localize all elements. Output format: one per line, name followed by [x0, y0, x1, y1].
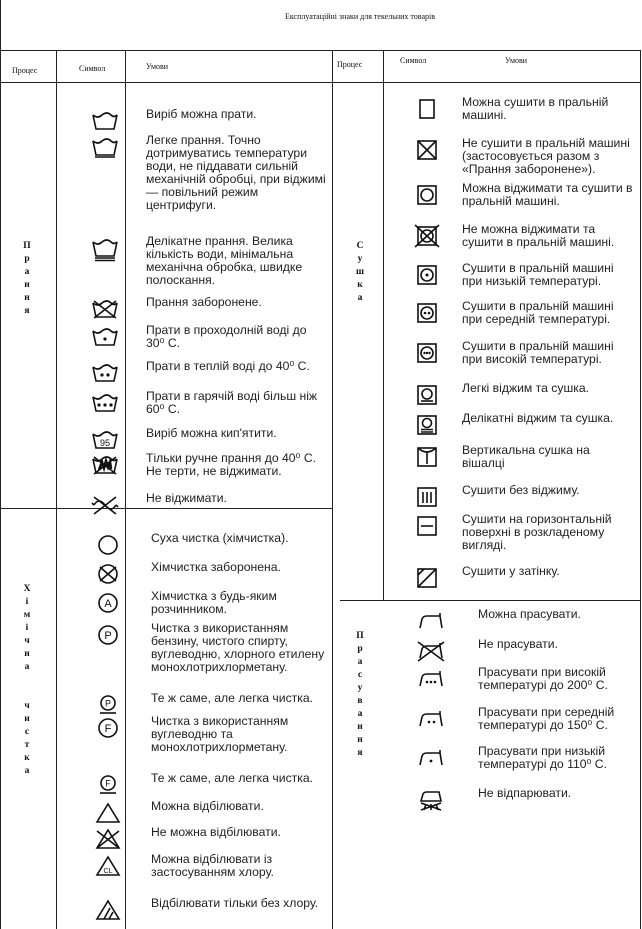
wash-tub-gentle-icon [90, 136, 120, 158]
page-title: Експлуатаційні знаки для текельних товарів [284, 12, 436, 21]
process-letter: і [25, 597, 29, 607]
circle-crossed-icon [93, 563, 123, 585]
process-letter: р [24, 254, 30, 264]
circle-p-gentle-icon [93, 694, 123, 716]
symbol-description: Прасувати при середній температурі до 150⁰ С. [478, 705, 615, 732]
symbol-description: Не можна відбілювати. [151, 825, 281, 839]
process-letter: р [357, 644, 363, 654]
process-letter: с [357, 670, 363, 680]
circle-f-icon [93, 717, 123, 739]
symbol-description: Легкі віджим та сушка. [462, 381, 590, 395]
process-letter: в [357, 696, 363, 706]
symbol-description: Не віджимати. [146, 491, 227, 505]
process-drying [353, 240, 367, 305]
svg-text:A: A [104, 598, 112, 610]
header-conditions: Умови [146, 62, 169, 71]
process-letter: т [24, 740, 30, 750]
process-letter: я [24, 306, 30, 316]
svg-text:95: 95 [99, 438, 111, 448]
symbol-description: Хімчистка з будь-яким розчинником. [151, 589, 277, 616]
square-crossed-icon [412, 139, 442, 161]
process-letter: у [357, 683, 363, 693]
process-letter [20, 674, 34, 687]
iron-three-dots-icon [416, 668, 446, 690]
process-letter: н [357, 722, 363, 732]
process-letter: к [357, 280, 363, 290]
drip-dry-icon [412, 486, 442, 508]
iron-two-dots-icon [416, 708, 446, 730]
symbol-description: Прасувати при низькій температурі до 110⁰ С. [478, 744, 607, 771]
hand-wash-icon [90, 454, 120, 476]
square-icon [412, 98, 442, 120]
tumble-dry-high-icon [412, 342, 442, 364]
svg-text:P: P [104, 630, 112, 642]
header-top-line [0, 50, 641, 51]
symbol-description: Хімчистка заборонена. [151, 560, 281, 574]
header-symbol: Символ [400, 56, 427, 65]
process-letter: ч [24, 701, 30, 711]
process-letter: с [24, 727, 30, 737]
table-border-right [640, 50, 641, 929]
symbol-description: Прати в гарячій воді більш ніж 60⁰ С. [146, 389, 318, 416]
symbol-description: Виріб можна прати. [146, 107, 257, 121]
symbol-description: Сушити в пральній машині при високій температурі. [462, 339, 614, 366]
wash-tub-delicate-icon [90, 237, 120, 259]
symbol-description: Виріб можна кип'ятити. [146, 426, 277, 440]
symbol-description: Можна відбілювати із застосуванням хлору. [151, 852, 274, 879]
circle-f-gentle-icon [93, 774, 123, 796]
iron-crossed-icon [416, 640, 446, 662]
symbol-description: Вертикальна сушка на вішалці [462, 443, 590, 470]
symbol-description: Не відпарювати. [478, 786, 572, 800]
process-letter: і [25, 623, 29, 633]
svg-text:F: F [105, 778, 111, 789]
circle-p-icon [93, 624, 123, 646]
process-letter: П [23, 241, 31, 251]
no-steam-icon [416, 789, 446, 811]
triangle-icon [93, 802, 123, 824]
symbol-description: Сушити в пральній машині при низькій температурі. [462, 261, 614, 288]
table-border-left [0, 0, 1, 929]
col-divider [125, 50, 126, 929]
tumble-dry-delicate-icon [412, 414, 442, 436]
col-divider [56, 50, 57, 929]
wash-tub-two-dots-icon [90, 362, 120, 384]
tumble-dry-low-icon [412, 264, 442, 286]
tumble-dry-crossed-icon [412, 225, 442, 247]
triangle-cl-icon [93, 855, 123, 877]
iron-one-dot-icon [416, 747, 446, 769]
triangle-crossed-icon [93, 828, 123, 850]
process-drycleaning [20, 583, 34, 778]
process-letter: ш [355, 267, 365, 277]
symbol-description: Сушити в пральній машині при середній температурі. [462, 299, 614, 326]
col-divider [383, 50, 384, 600]
symbol-description: Не прасувати. [478, 637, 558, 651]
symbol-description: Прати в проходолній воді до 30⁰ С. [146, 323, 307, 350]
header-symbol: Символ [79, 64, 106, 73]
symbol-description: Легке прання. Точно дотримуватись температури води, не піддавати сильній механічній обробці, при віджимі — повільний режим центрифуги. [146, 133, 326, 212]
symbol-description: Відбілювати тільки без хлору. [151, 896, 319, 910]
header-process: Процес [12, 66, 38, 75]
wash-tub-three-dots-icon [90, 392, 120, 414]
process-letter: н [24, 649, 30, 659]
process-letter: Х [23, 584, 31, 594]
line-dry-icon [412, 446, 442, 468]
svg-text:P: P [104, 698, 112, 709]
flat-dry-icon [412, 515, 442, 537]
symbol-description: Делікатне прання. Велика кількість води, мінімальна механічна обробка, швидке полоскання. [146, 234, 303, 287]
symbol-description: Не сушити в пральній машині (застосовується разом з «Прання заборонене»). [462, 136, 630, 176]
no-wring-icon [90, 494, 120, 516]
process-ironing [353, 630, 367, 760]
symbol-description: Чистка з використанням вуглеводню та монохлотрихлорметану. [151, 714, 289, 754]
process-letter: ч [24, 636, 30, 646]
tumble-dry-medium-icon [412, 302, 442, 324]
process-letter: м [23, 610, 31, 620]
wash-tub-95-icon [90, 429, 120, 451]
process-letter: а [357, 293, 363, 303]
symbol-description: Суха чистка (хімчистка). [151, 531, 289, 545]
header-bottom-line [0, 82, 641, 83]
symbol-description: Делікатні віджим та сушка. [462, 411, 614, 425]
section-divider [0, 508, 332, 509]
symbol-description: Не можна віджимати та сушити в пральній машині. [462, 222, 615, 249]
triangle-hatched-icon [93, 899, 123, 921]
symbol-description: Сушити у затінку. [462, 564, 560, 578]
process-letter: а [357, 709, 363, 719]
process-letter: н [357, 735, 363, 745]
process-letter: н [24, 280, 30, 290]
symbol-description: Прати в теплій воді до 40⁰ С. [146, 359, 310, 373]
symbol-description: Сушити без віджиму. [462, 483, 580, 497]
header-process: Процес [337, 60, 363, 69]
symbol-description: Те ж саме, але легка чистка. [151, 691, 314, 705]
shade-dry-icon [412, 567, 442, 589]
process-washing [20, 240, 34, 318]
process-letter: н [24, 293, 30, 303]
section-divider [340, 600, 641, 601]
header-conditions: Умови [505, 56, 528, 65]
process-letter: я [357, 748, 363, 758]
circle-icon [93, 534, 123, 556]
process-letter: к [24, 753, 30, 763]
process-letter [20, 687, 34, 700]
process-letter: и [24, 714, 30, 724]
symbol-description: Тільки ручне прання до 40⁰ С. Не терти, не віджимати. [146, 451, 317, 478]
process-letter: у [357, 254, 363, 264]
tumble-dry-icon [412, 184, 442, 206]
symbol-description: Можна відбілювати. [151, 799, 264, 813]
symbol-description: Можна віджимати та сушити в пральній машині. [462, 181, 633, 208]
svg-text:CL: CL [103, 868, 113, 875]
circle-a-icon [93, 592, 123, 614]
symbol-description: Сушити на горизонтальній поверхні в розкладеному вигляді. [462, 512, 612, 552]
symbol-description: Прасувати при високій температурі до 200⁰ С. [478, 665, 608, 692]
process-letter: а [24, 267, 30, 277]
wash-tub-icon [90, 110, 120, 132]
symbol-description: Можна сушити в пральній машині. [462, 95, 609, 122]
iron-icon [416, 610, 446, 632]
wash-tub-crossed-icon [90, 298, 120, 320]
process-letter: С [356, 241, 364, 251]
process-letter: П [356, 631, 364, 641]
symbol-description: Можна прасувати. [478, 607, 581, 621]
process-letter: а [24, 662, 30, 672]
symbol-description: Чистка з використанням бензину, чистого спирту, вуглеводню, хлорного етилену монохлотрихлорметану. [151, 621, 325, 674]
process-letter: а [24, 766, 30, 776]
process-letter: а [357, 657, 363, 667]
wash-tub-one-dot-icon [90, 326, 120, 348]
symbol-description: Прання заборонене. [146, 295, 262, 309]
tumble-dry-gentle-icon [412, 384, 442, 406]
col-divider [332, 50, 333, 929]
svg-text:F: F [104, 723, 112, 735]
symbol-description: Те ж саме, але легка чистка. [151, 771, 314, 785]
